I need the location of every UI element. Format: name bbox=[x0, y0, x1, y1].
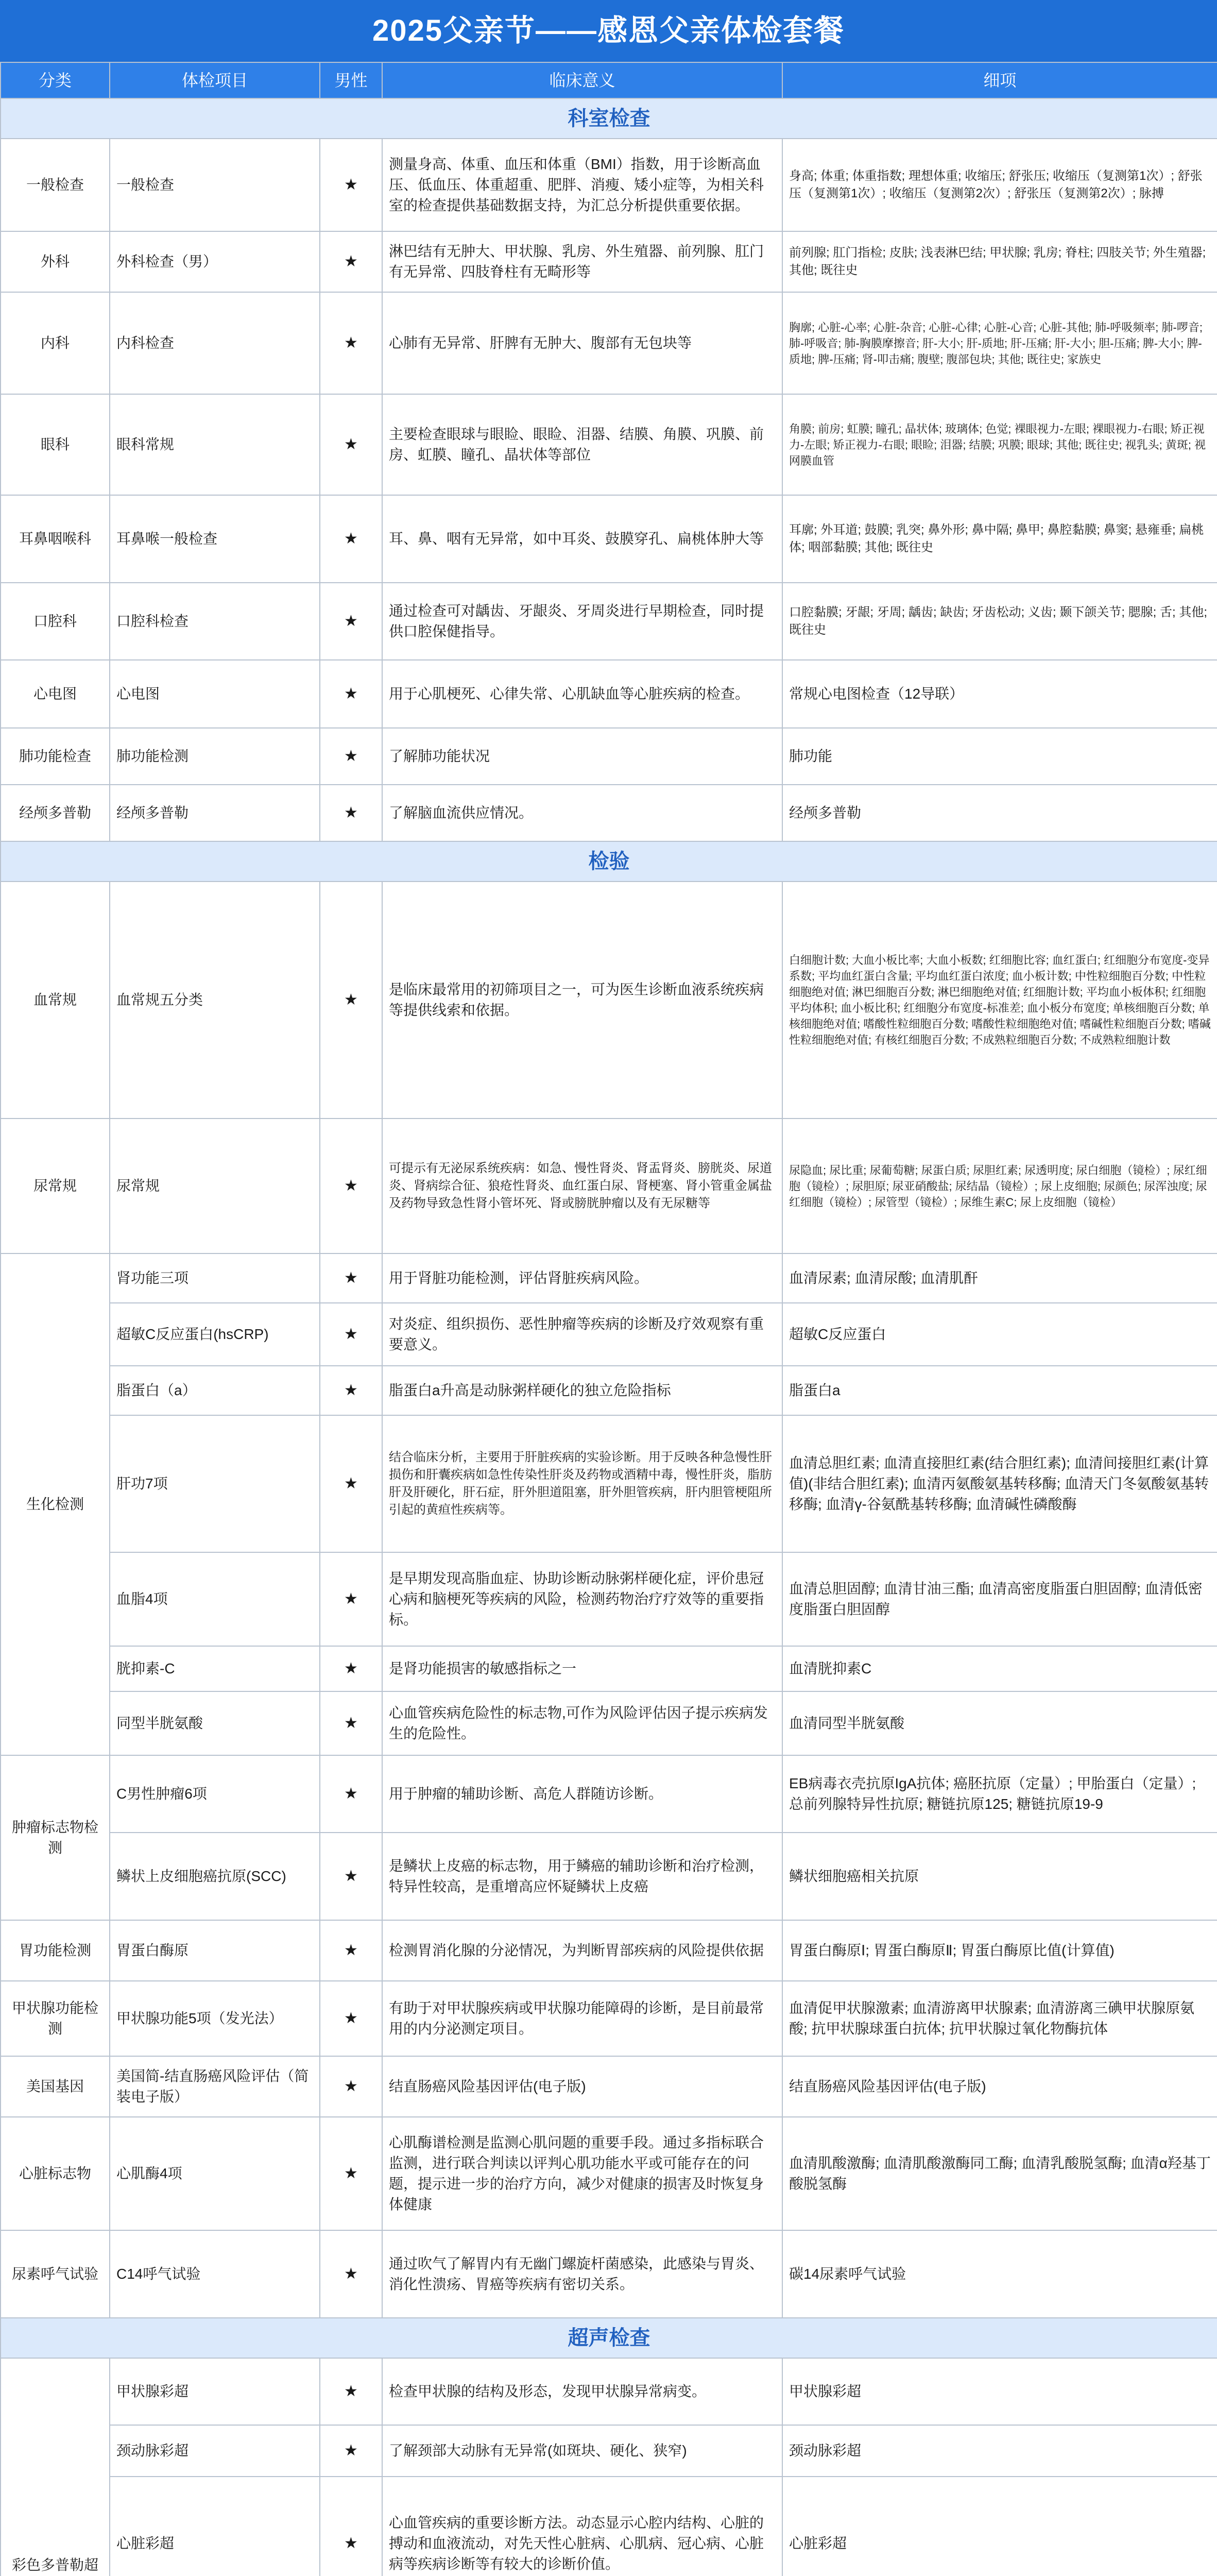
item-cell: 美国简-结直肠癌风险评估（简装电子版） bbox=[110, 2056, 320, 2117]
details-cell: 甲状腺彩超 bbox=[782, 2358, 1217, 2425]
male-star: ★ bbox=[320, 231, 382, 292]
male-star: ★ bbox=[320, 1366, 382, 1415]
details-cell: 白细胞计数; 大血小板比率; 大血小板数; 红细胞比容; 血红蛋白; 红细胞分布宽度-变异系数; 平均血红蛋白含量; 平均血红蛋白浓度; 血小板计数; 中性粒细胞百分数; 中性粒细胞绝对值; 淋巴细胞百分数; 淋巴细胞绝对值; 红细胞计数; 平均血小板体积; 红细胞平均体积; 血小板比积; 红细胞分布宽度-标准差; 血小板分布宽度; 单核细胞百分数; 单核细胞绝对值; 嗜酸性粒细胞百分数; 嗜酸性粒细胞绝对值; 嗜碱性粒细胞百分数; 嗜碱性粒细胞绝对值; 有核红细胞百分数; 不成熟粒细胞百分数; 不成熟粒细胞计数 bbox=[782, 882, 1217, 1118]
section-title: 检验 bbox=[1, 841, 1217, 882]
meaning-cell: 心血管疾病的重要诊断方法。动态显示心腔内结构、心脏的搏动和血液流动，对先天性心脏病、心肌病、冠心病、心脏病等疾病诊断等有较大的诊断价值。 bbox=[382, 2477, 782, 2576]
item-cell: 甲状腺功能5项（发光法） bbox=[110, 1981, 320, 2056]
table-row bbox=[1, 882, 1217, 1118]
header-male: 男性 bbox=[320, 62, 382, 98]
details-cell: 角膜; 前房; 虹膜; 瞳孔; 晶状体; 玻璃体; 色觉; 裸眼视力-左眼; 裸眼视力-右眼; 矫正视力-左眼; 矫正视力-右眼; 眼睑; 泪器; 结膜; 巩膜; 眼球; 其他; 既往史; 视乳头; 黄斑; 视网膜血管 bbox=[782, 394, 1217, 495]
meaning-cell: 结直肠癌风险基因评估(电子版) bbox=[382, 2056, 782, 2117]
male-star: ★ bbox=[320, 882, 382, 1118]
details-cell: 心脏彩超 bbox=[782, 2477, 1217, 2576]
table-row bbox=[1, 1646, 1217, 1691]
category-cell: 胃功能检测 bbox=[1, 1920, 110, 1981]
meaning-cell: 对炎症、组织损伤、恶性肿瘤等疾病的诊断及疗效观察有重要意义。 bbox=[382, 1303, 782, 1366]
details-cell: 血清尿素; 血清尿酸; 血清肌酐 bbox=[782, 1253, 1217, 1303]
item-cell: 颈动脉彩超 bbox=[110, 2425, 320, 2477]
table-row bbox=[1, 292, 1217, 394]
male-star: ★ bbox=[320, 583, 382, 660]
meaning-cell: 是鳞状上皮癌的标志物，用于鳞癌的辅助诊断和治疗检测，特异性较高，是重增高应怀疑鳞状上皮癌 bbox=[382, 1833, 782, 1920]
male-star: ★ bbox=[320, 2117, 382, 2230]
item-cell: 心脏彩超 bbox=[110, 2477, 320, 2576]
table-row bbox=[1, 2358, 1217, 2425]
category-cell: 外科 bbox=[1, 231, 110, 292]
meaning-cell: 用于心肌梗死、心律失常、心肌缺血等心脏疾病的检查。 bbox=[382, 660, 782, 728]
category-cell: 甲状腺功能检测 bbox=[1, 1981, 110, 2056]
item-cell: 肾功能三项 bbox=[110, 1253, 320, 1303]
details-cell: 肺功能 bbox=[782, 728, 1217, 785]
male-star: ★ bbox=[320, 1646, 382, 1691]
male-star: ★ bbox=[320, 1691, 382, 1755]
category-cell: 生化检测 bbox=[1, 1253, 110, 1755]
meaning-cell: 了解肺功能状况 bbox=[382, 728, 782, 785]
item-cell: 耳鼻喉一般检查 bbox=[110, 495, 320, 583]
category-cell: 血常规 bbox=[1, 882, 110, 1118]
table-row bbox=[1, 785, 1217, 841]
male-star: ★ bbox=[320, 1920, 382, 1981]
male-star: ★ bbox=[320, 2477, 382, 2576]
meaning-cell: 心肌酶谱检测是监测心肌问题的重要手段。通过多指标联合监测，进行联合判读以评判心肌功能水平或可能存在的问题，提示进一步的治疗方向，减少对健康的损害及时恢复身体健康 bbox=[382, 2117, 782, 2230]
table-row bbox=[1, 1303, 1217, 1366]
male-star: ★ bbox=[320, 1981, 382, 2056]
male-star: ★ bbox=[320, 1253, 382, 1303]
male-star: ★ bbox=[320, 2056, 382, 2117]
details-cell: EB病毒衣壳抗原IgA抗体; 癌胚抗原（定量）; 甲胎蛋白（定量）; 总前列腺特异性抗原; 糖链抗原125; 糖链抗原19-9 bbox=[782, 1755, 1217, 1833]
item-cell: 外科检查（男） bbox=[110, 231, 320, 292]
table-row bbox=[1, 2056, 1217, 2117]
category-cell: 内科 bbox=[1, 292, 110, 394]
meaning-cell: 脂蛋白a升高是动脉粥样硬化的独立危险指标 bbox=[382, 1366, 782, 1415]
section-title: 超声检查 bbox=[1, 2318, 1217, 2358]
male-star: ★ bbox=[320, 495, 382, 583]
header-category: 分类 bbox=[1, 62, 110, 98]
item-cell: 鳞状上皮细胞癌抗原(SCC) bbox=[110, 1833, 320, 1920]
table-row bbox=[1, 495, 1217, 583]
details-cell: 身高; 体重; 体重指数; 理想体重; 收缩压; 舒张压; 收缩压（复测第1次）; 舒张压（复测第1次）; 收缩压（复测第2次）; 舒张压（复测第2次）; 脉搏 bbox=[782, 139, 1217, 231]
meaning-cell: 主要检查眼球与眼睑、眼睑、泪器、结膜、角膜、巩膜、前房、虹膜、瞳孔、晶状体等部位 bbox=[382, 394, 782, 495]
meaning-cell: 可提示有无泌尿系统疾病：如急、慢性肾炎、肾盂肾炎、膀胱炎、尿道炎、肾病综合征、狼疮性肾炎、血红蛋白尿、肾梗塞、肾小管重金属盐及药物导致急性肾小管坏死、肾或膀胱肿瘤以及有无尿糖等 bbox=[382, 1118, 782, 1253]
table-row bbox=[1, 394, 1217, 495]
page-title: 2025父亲节——感恩父亲体检套餐 bbox=[0, 0, 1217, 62]
details-cell: 血清总胆红素; 血清直接胆红素(结合胆红素); 血清间接胆红素(计算值)(非结合胆红素); 血清丙氨酸氨基转移酶; 血清天门冬氨酸氨基转移酶; 血清γ-谷氨酰基转移酶; 血清碱性磷酸酶 bbox=[782, 1415, 1217, 1552]
male-star: ★ bbox=[320, 1415, 382, 1552]
item-cell: 经颅多普勒 bbox=[110, 785, 320, 841]
meaning-cell: 检查甲状腺的结构及形态，发现甲状腺异常病变。 bbox=[382, 2358, 782, 2425]
category-cell: 心电图 bbox=[1, 660, 110, 728]
table-row bbox=[1, 1415, 1217, 1552]
meaning-cell: 了解脑血流供应情况。 bbox=[382, 785, 782, 841]
table-row bbox=[1, 2425, 1217, 2477]
meaning-cell: 通过吹气了解胃内有无幽门螺旋杆菌感染，此感染与胃炎、消化性溃疡、胃癌等疾病有密切关系。 bbox=[382, 2230, 782, 2318]
table-row bbox=[1, 1253, 1217, 1303]
item-cell: 心电图 bbox=[110, 660, 320, 728]
item-cell: 甲状腺彩超 bbox=[110, 2358, 320, 2425]
details-cell: 经颅多普勒 bbox=[782, 785, 1217, 841]
meaning-cell: 用于肿瘤的辅助诊断、高危人群随访诊断。 bbox=[382, 1755, 782, 1833]
table-row bbox=[1, 1981, 1217, 2056]
details-cell: 血清胱抑素C bbox=[782, 1646, 1217, 1691]
category-cell: 彩色多普勒超 bbox=[1, 2358, 110, 2576]
category-cell: 尿常规 bbox=[1, 1118, 110, 1253]
section-row-ultrasound bbox=[1, 2318, 1217, 2358]
table-row bbox=[1, 728, 1217, 785]
item-cell: 肝功7项 bbox=[110, 1415, 320, 1552]
item-cell: 心肌酶4项 bbox=[110, 2117, 320, 2230]
category-cell: 尿素呼气试验 bbox=[1, 2230, 110, 2318]
details-cell: 胃蛋白酶原Ⅰ; 胃蛋白酶原Ⅱ; 胃蛋白酶原比值(计算值) bbox=[782, 1920, 1217, 1981]
details-cell: 血清总胆固醇; 血清甘油三酯; 血清高密度脂蛋白胆固醇; 血清低密度脂蛋白胆固醇 bbox=[782, 1552, 1217, 1646]
table-row bbox=[1, 1691, 1217, 1755]
category-cell: 一般检查 bbox=[1, 139, 110, 231]
table-row bbox=[1, 139, 1217, 231]
meaning-cell: 心血管疾病危险性的标志物,可作为风险评估因子提示疾病发生的危险性。 bbox=[382, 1691, 782, 1755]
item-cell: C男性肿瘤6项 bbox=[110, 1755, 320, 1833]
item-cell: 脂蛋白（a） bbox=[110, 1366, 320, 1415]
details-cell: 脂蛋白a bbox=[782, 1366, 1217, 1415]
item-cell: 胃蛋白酶原 bbox=[110, 1920, 320, 1981]
male-star: ★ bbox=[320, 1552, 382, 1646]
meaning-cell: 有助于对甲状腺疾病或甲状腺功能障碍的诊断，是目前最常用的内分泌测定项目。 bbox=[382, 1981, 782, 2056]
meaning-cell: 检测胃消化腺的分泌情况，为判断胃部疾病的风险提供依据 bbox=[382, 1920, 782, 1981]
male-star: ★ bbox=[320, 2425, 382, 2477]
meaning-cell: 测量身高、体重、血压和体重（BMI）指数，用于诊断高血压、低血压、体重超重、肥胖、消瘦、矮小症等，为相关科室的检查提供基础数据支持，为汇总分析提供重要依据。 bbox=[382, 139, 782, 231]
category-cell: 肺功能检查 bbox=[1, 728, 110, 785]
table-row bbox=[1, 1920, 1217, 1981]
table-row bbox=[1, 1366, 1217, 1415]
meaning-cell: 是早期发现高脂血症、协助诊断动脉粥样硬化症，评价患冠心病和脑梗死等疾病的风险，检测药物治疗疗效等的重要指标。 bbox=[382, 1552, 782, 1646]
item-cell: 眼科常规 bbox=[110, 394, 320, 495]
item-cell: 血脂4项 bbox=[110, 1552, 320, 1646]
meaning-cell: 结合临床分析，主要用于肝脏疾病的实验诊断。用于反映各种急慢性肝损伤和肝囊疾病如急性传染性肝炎及药物或酒精中毒，慢性肝炎，脂肪肝及肝硬化，肝石症，肝外胆道阻塞，肝外胆管疾病，肝内胆管梗阻所引起的黄疸性疾病等。 bbox=[382, 1415, 782, 1552]
table-row bbox=[1, 1118, 1217, 1253]
header-details: 细项 bbox=[782, 62, 1217, 98]
table-row bbox=[1, 1552, 1217, 1646]
item-cell: 尿常规 bbox=[110, 1118, 320, 1253]
male-star: ★ bbox=[320, 139, 382, 231]
details-cell: 血清同型半胱氨酸 bbox=[782, 1691, 1217, 1755]
male-star: ★ bbox=[320, 2230, 382, 2318]
section-title: 科室检查 bbox=[1, 98, 1217, 139]
item-cell: 同型半胱氨酸 bbox=[110, 1691, 320, 1755]
details-cell: 结直肠癌风险基因评估(电子版) bbox=[782, 2056, 1217, 2117]
item-cell: 胱抑素-C bbox=[110, 1646, 320, 1691]
male-star: ★ bbox=[320, 292, 382, 394]
item-cell: 内科检查 bbox=[110, 292, 320, 394]
package-table bbox=[0, 62, 1217, 2576]
details-cell: 胸廓; 心脏-心率; 心脏-杂音; 心脏-心律; 心脏-心音; 心脏-其他; 肺-呼吸频率; 肺-啰音; 肺-呼吸音; 肺-胸膜摩擦音; 肝-大小; 肝-质地; 肝-压痛; 肝-大小; 胆-压痛; 脾-大小; 脾-质地; 脾-压痛; 肾-叩击痛; 腹壁; 腹部包块; 其他; 既往史; 家族史 bbox=[782, 292, 1217, 394]
table-row bbox=[1, 2117, 1217, 2230]
details-cell: 尿隐血; 尿比重; 尿葡萄糖; 尿蛋白质; 尿胆红素; 尿透明度; 尿白细胞（镜检）; 尿红细胞（镜检）; 尿胆原; 尿亚硝酸盐; 尿结晶（镜检）; 尿上皮细胞; 尿颜色; 尿浑浊度; 尿红细胞（镜检）; 尿管型（镜检）; 尿维生素C; 尿上皮细胞（镜检） bbox=[782, 1118, 1217, 1253]
meaning-cell: 耳、鼻、咽有无异常，如中耳炎、鼓膜穿孔、扁桃体肿大等 bbox=[382, 495, 782, 583]
male-star: ★ bbox=[320, 660, 382, 728]
male-star: ★ bbox=[320, 394, 382, 495]
details-cell: 碳14尿素呼气试验 bbox=[782, 2230, 1217, 2318]
category-cell: 肿瘤标志物检测 bbox=[1, 1755, 110, 1920]
meaning-cell: 是临床最常用的初筛项目之一，可为医生诊断血液系统疾病等提供线索和依据。 bbox=[382, 882, 782, 1118]
male-star: ★ bbox=[320, 785, 382, 841]
category-cell: 心脏标志物 bbox=[1, 2117, 110, 2230]
item-cell: 一般检查 bbox=[110, 139, 320, 231]
category-cell: 经颅多普勒 bbox=[1, 785, 110, 841]
table-header-row bbox=[1, 62, 1217, 98]
details-cell: 前列腺; 肛门指检; 皮肤; 浅表淋巴结; 甲状腺; 乳房; 脊柱; 四肢关节; 外生殖器; 其他; 既往史 bbox=[782, 231, 1217, 292]
table-row bbox=[1, 231, 1217, 292]
item-cell: 超敏C反应蛋白(hsCRP) bbox=[110, 1303, 320, 1366]
male-star: ★ bbox=[320, 1118, 382, 1253]
table-row bbox=[1, 583, 1217, 660]
category-cell: 耳鼻咽喉科 bbox=[1, 495, 110, 583]
meaning-cell: 是肾功能损害的敏感指标之一 bbox=[382, 1646, 782, 1691]
male-star: ★ bbox=[320, 1833, 382, 1920]
section-row-dept-exam bbox=[1, 98, 1217, 139]
item-cell: C14呼气试验 bbox=[110, 2230, 320, 2318]
category-cell: 美国基因 bbox=[1, 2056, 110, 2117]
item-cell: 口腔科检查 bbox=[110, 583, 320, 660]
table-row bbox=[1, 2477, 1217, 2576]
item-cell: 肺功能检测 bbox=[110, 728, 320, 785]
male-star: ★ bbox=[320, 2358, 382, 2425]
item-cell: 血常规五分类 bbox=[110, 882, 320, 1118]
details-cell: 血清促甲状腺激素; 血清游离甲状腺素; 血清游离三碘甲状腺原氨酸; 抗甲状腺球蛋白抗体; 抗甲状腺过氧化物酶抗体 bbox=[782, 1981, 1217, 2056]
section-row-lab-tests bbox=[1, 841, 1217, 882]
meaning-cell: 通过检查可对龋齿、牙龈炎、牙周炎进行早期检查，同时提供口腔保健指导。 bbox=[382, 583, 782, 660]
meaning-cell: 用于肾脏功能检测，评估肾脏疾病风险。 bbox=[382, 1253, 782, 1303]
male-star: ★ bbox=[320, 728, 382, 785]
category-cell: 口腔科 bbox=[1, 583, 110, 660]
details-cell: 口腔黏膜; 牙龈; 牙周; 龋齿; 缺齿; 牙齿松动; 义齿; 颞下颌关节; 腮腺; 舌; 其他; 既往史 bbox=[782, 583, 1217, 660]
male-star: ★ bbox=[320, 1303, 382, 1366]
table-row bbox=[1, 1833, 1217, 1920]
header-meaning: 临床意义 bbox=[382, 62, 782, 98]
table-row bbox=[1, 660, 1217, 728]
table-row bbox=[1, 1755, 1217, 1833]
details-cell: 耳廓; 外耳道; 鼓膜; 乳突; 鼻外形; 鼻中隔; 鼻甲; 鼻腔黏膜; 鼻窦; 悬雍垂; 扁桃体; 咽部黏膜; 其他; 既往史 bbox=[782, 495, 1217, 583]
category-cell: 眼科 bbox=[1, 394, 110, 495]
details-cell: 鳞状细胞癌相关抗原 bbox=[782, 1833, 1217, 1920]
details-cell: 血清肌酸激酶; 血清肌酸激酶同工酶; 血清乳酸脱氢酶; 血清α羟基丁酸脱氢酶 bbox=[782, 2117, 1217, 2230]
table-row bbox=[1, 2230, 1217, 2318]
male-star: ★ bbox=[320, 1755, 382, 1833]
meaning-cell: 了解颈部大动脉有无异常(如斑块、硬化、狭窄) bbox=[382, 2425, 782, 2477]
details-cell: 超敏C反应蛋白 bbox=[782, 1303, 1217, 1366]
header-item: 体检项目 bbox=[110, 62, 320, 98]
meaning-cell: 淋巴结有无肿大、甲状腺、乳房、外生殖器、前列腺、肛门有无异常、四肢脊柱有无畸形等 bbox=[382, 231, 782, 292]
details-cell: 颈动脉彩超 bbox=[782, 2425, 1217, 2477]
details-cell: 常规心电图检查（12导联） bbox=[782, 660, 1217, 728]
meaning-cell: 心肺有无异常、肝脾有无肿大、腹部有无包块等 bbox=[382, 292, 782, 394]
